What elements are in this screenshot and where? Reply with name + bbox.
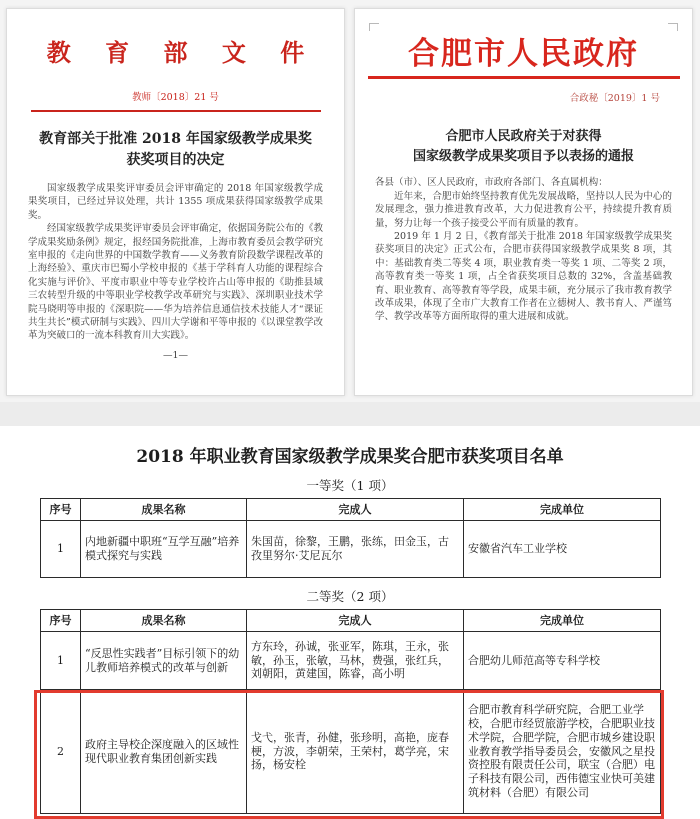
cell-achievement: 内地新疆中职班“互学互融”培养模式探究与实践: [81, 521, 247, 578]
hefei-salutation: 各县（市）、区人民政府，市政府各部门、各直属机构：: [375, 177, 608, 189]
hefei-letterhead: 合肥市人民政府: [408, 36, 639, 71]
header-index: 序号: [41, 499, 81, 521]
cell-unit: 合肥幼儿师范高等专科学校: [464, 632, 661, 690]
moe-title-line1: 教育部关于批准 2018 年国家级教学成果奖: [39, 131, 312, 147]
moe-paragraph-2: 经国家级教学成果奖评审委员会评审确定，依据国务院公布的《教学成果奖励条例》规定，报经国务院批准，上海市教育委员会教学研究室申报的《走向世界的中国数学教育——义务教育阶段数学课程改革的上海经验》、重庆市巴蜀小学校申报的《基于学科育人功能的课程综合化实施与评价》、平度市职业中等专业学校许占山等申报的《助推县域三农转型升级的中等职业学校教学改革研究与实践》、深圳职业技术学院马晓明等申报的《深职院——华为培养信息通信技术技能人才“课证共生共长”模式研制与实践》、四川大学谢和平等申报的《以课堂教学改革为突破口的一流本科教育川大实践》。: [28, 223, 323, 342]
divider-band: [0, 402, 700, 426]
moe-letterhead: 教 育 部 文 件: [46, 38, 318, 67]
cell-people: 朱国苗，徐黎，王鹏，张练，田金玉，古孜里努尔·艾尼瓦尔: [247, 521, 464, 578]
awards-section: [0, 426, 700, 814]
first-prize-table: [40, 498, 661, 578]
crop-mark-icon: [369, 23, 379, 31]
moe-title: [7, 129, 344, 171]
group-label-second-prize: 二等奖（2 项）: [306, 589, 394, 604]
header-unit: 完成单位: [464, 610, 661, 632]
hefei-paragraph-2: 2019 年 1 月 2 日，《教育部关于批准 2018 年国家级教学成果奖获奖项目的决定》正式公布，合肥市获得国家级教学成果奖 8 项，其中：基础教育类二等奖 4 项，职业教育类一等奖 1 项、二等奖 2 项，高等教育类一等奖 1 项，占全省获奖项目总数的 32%，含盖基础教育、职业教育、高等教育等学段，成果丰硕，充分展示了我市教育教学改革成果，体现了全市广大教育工作者在立德树人、教书育人、严谨笃学、教学改革等方面所取得的重大进展和成就。: [375, 230, 672, 323]
document-hefei: [354, 8, 693, 396]
header-achievement: 成果名称: [81, 610, 247, 632]
second-prize-table-wrap: [40, 609, 660, 814]
hefei-doc-number: 合政秘〔2019〕1 号: [569, 93, 660, 104]
second-prize-table: [40, 609, 661, 814]
header-achievement: 成果名称: [81, 499, 247, 521]
moe-body: [28, 182, 323, 343]
hefei-red-rule: [368, 76, 680, 79]
header-unit: 完成单位: [464, 499, 661, 521]
cell-index: 1: [41, 632, 81, 690]
table-header-row: [41, 499, 661, 521]
cell-unit: 安徽省汽车工业学校: [464, 521, 661, 578]
hefei-body: [375, 176, 672, 323]
table-row: [41, 632, 661, 690]
moe-title-line2: 获奖项目的决定: [126, 152, 225, 168]
document-moe: [6, 8, 345, 396]
hefei-title: [355, 126, 692, 166]
cell-people: 方东玲，孙诚，张亚军，陈琪，王永，张敏，孙玉，张敏，马林，费强，张红兵，刘朝阳，黄建国，陈睿，高小明: [247, 632, 464, 690]
cell-achievement: “反思性实践者”目标引领下的幼儿教师培养模式的改革与创新: [81, 632, 247, 690]
moe-page-number: —1—: [162, 349, 189, 361]
crop-mark-icon: [668, 23, 678, 31]
hefei-title-line1: 合肥市人民政府关于对获得: [445, 128, 602, 143]
table-header-row: [41, 610, 661, 632]
group-label-first-prize: 一等奖（1 项）: [306, 478, 394, 493]
header-people: 完成人: [247, 499, 464, 521]
header-index: 序号: [41, 610, 81, 632]
cell-index: 1: [41, 521, 81, 578]
hefei-paragraph-1: 近年来，合肥市始终坚持教育优先发展战略，坚持以人民为中心的发展理念，强力推进教育改革，大力促进教育公平，持续提升教育质量，努力让每一个孩子接受公平而有质量的教育。: [375, 190, 672, 229]
moe-paragraph-1: 国家级教学成果奖评审委员会评审确定的 2018 年国家级教学成果奖项目，已经过异议处理，共计 1355 项成果获得国家级教学成果奖。: [28, 183, 323, 221]
documents-row: [0, 0, 700, 402]
cell-index: 2: [41, 690, 81, 814]
awards-title: 2018 年职业教育国家级教学成果奖合肥市获奖项目名单: [136, 447, 564, 467]
header-people: 完成人: [247, 610, 464, 632]
first-prize-table-wrap: [40, 498, 660, 578]
table-row-highlighted: [41, 690, 661, 814]
table-row: [41, 521, 661, 578]
cell-achievement: 政府主导校企深度融入的区域性现代职业教育集团创新实践: [81, 690, 247, 814]
moe-doc-number: 教师〔2018〕21 号: [132, 92, 219, 103]
moe-red-rule: [31, 110, 321, 112]
hefei-title-line2: 国家级教学成果奖项目予以表扬的通报: [412, 148, 634, 164]
cell-people: 戈弋，张青，孙健，张珍明，高艳，庞春梗，方波，李朝荣，王荣村，葛学亮，宋扬，杨安栓: [247, 690, 464, 814]
cell-unit: 合肥市教育科学研究院，合肥工业学校，合肥市经贸旅游学校，合肥职业技术学院，合肥学院，合肥市城乡建设职业教育教学指导委员会，安徽风之星投资控股有限责任公司，联宝（合肥）电子科技有限公司，西伟德宝业快可美建筑材料（合肥）有限公司: [464, 690, 661, 814]
